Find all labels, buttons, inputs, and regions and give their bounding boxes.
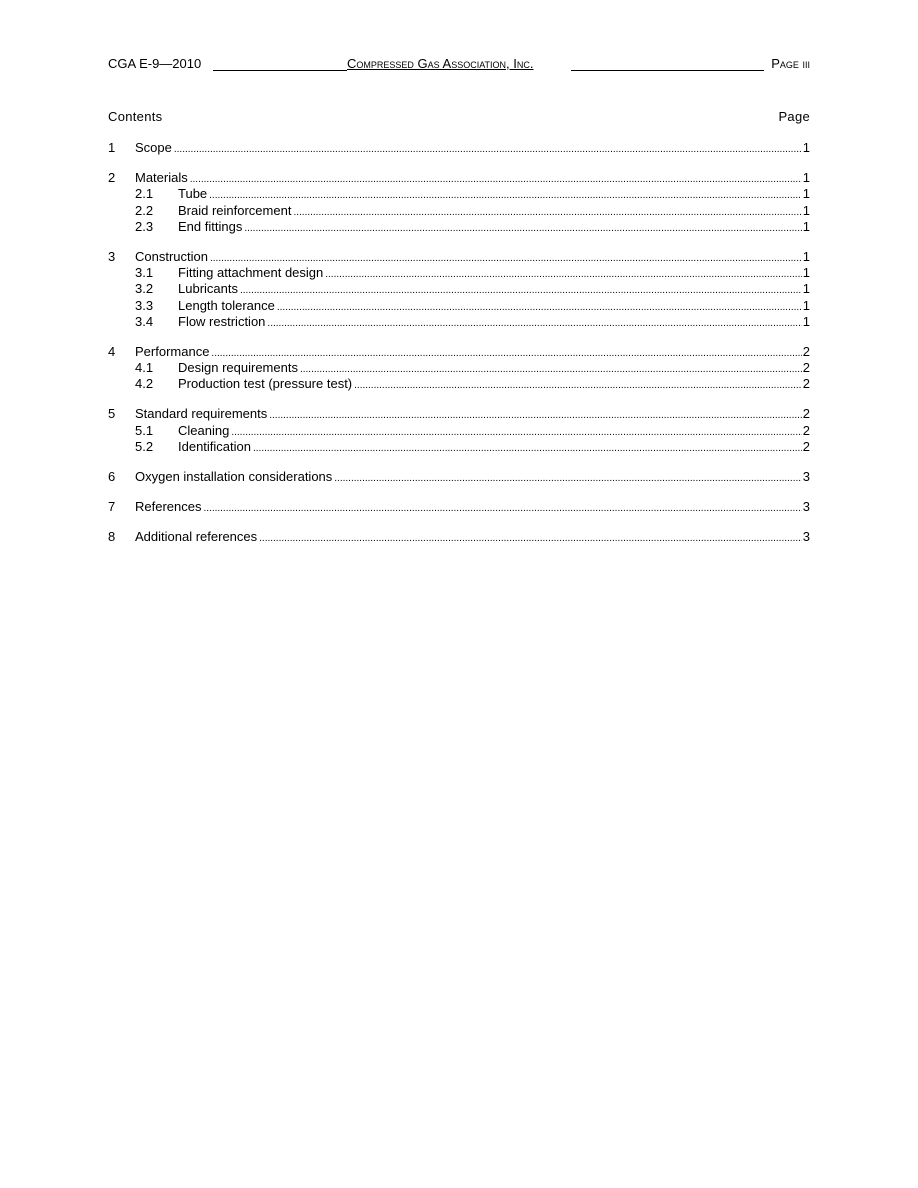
contents-title: Contents [108,109,163,124]
toc-subentry-number: 5.2 [135,438,154,454]
toc-subentry-page: 1 [802,218,810,234]
toc-subentry[interactable] [108,265,810,281]
toc-subentry-page: 2 [802,360,810,376]
table-of-contents [108,140,810,560]
toc-subentry-number: 3.1 [135,265,154,281]
toc-subentry-title: Cleaning [178,422,230,438]
toc-entry[interactable] [108,170,810,186]
toc-subentry-title: Design requirements [178,360,298,376]
toc-subentry-page: 1 [802,281,810,297]
toc-entry-title: Oxygen installation considerations [135,469,333,484]
dot-leader [354,376,802,394]
toc-entry-title: References [135,499,202,515]
toc-subentry[interactable] [108,186,810,202]
toc-subentry-number: 3.4 [135,313,154,329]
toc-subentry[interactable] [108,423,810,439]
toc-entry-title: Additional references [135,529,258,545]
toc-subentry-title: End fittings [178,218,243,234]
toc-subentry-title: Tube [178,186,208,202]
toc-entry[interactable] [108,249,810,265]
toc-subentry-number: 5.1 [135,422,154,438]
toc-entry-title: Scope [135,140,172,155]
toc-section [108,140,810,156]
toc-entry-number: 6 [108,469,116,484]
toc-subentry-title: Production test (pressure test) [178,376,353,392]
toc-subentry-page: 2 [802,438,810,454]
toc-entry-number: 4 [108,343,116,359]
toc-subentry-title: Flow restriction [178,313,266,329]
toc-section [108,406,810,455]
toc-entry-page: 1 [802,170,810,186]
toc-entry-page: 3 [802,499,810,515]
toc-section [108,469,810,485]
toc-subentry[interactable] [108,376,810,392]
header-page-number: Page iii [771,56,810,71]
toc-subentry[interactable] [108,203,810,219]
toc-entry[interactable] [108,469,810,485]
toc-entry-number: 5 [108,406,116,422]
contents-heading-row [108,109,810,125]
toc-entry-number: 3 [108,248,116,264]
dot-leader [244,219,801,237]
toc-subentry[interactable] [108,439,810,455]
toc-subentry-number: 4.2 [135,376,154,392]
toc-entry-page: 3 [802,469,810,484]
page-header [108,56,810,72]
toc-entry-page: 2 [802,406,810,422]
toc-subentry-title: Lubricants [178,281,238,297]
toc-subentry-page: 1 [802,186,810,202]
toc-subentry[interactable] [108,281,810,297]
toc-subentry-number: 3.3 [135,297,154,313]
toc-subentry[interactable] [108,314,810,330]
toc-subentry-number: 4.1 [135,360,154,376]
toc-entry-number: 1 [108,140,116,155]
toc-entry-page: 1 [802,248,810,264]
toc-entry-number: 8 [108,529,116,545]
toc-entry-page: 2 [802,343,810,359]
toc-entry-title: Materials [135,170,188,186]
toc-subentry-page: 2 [802,422,810,438]
dot-leader [334,469,801,487]
header-organization-text: Compressed Gas Association, Inc. [347,56,534,71]
toc-subentry-number: 2.3 [135,218,154,234]
toc-subentry-page: 1 [802,265,810,281]
toc-subentry-number: 2.2 [135,202,154,218]
toc-entry-number: 2 [108,170,116,186]
toc-entry[interactable] [108,344,810,360]
toc-subentry-number: 2.1 [135,186,154,202]
header-rule-left [213,70,347,71]
header-organization [347,56,533,72]
toc-entry-page: 3 [802,529,810,545]
dot-leader [253,439,802,457]
toc-entry-page: 1 [802,140,810,155]
toc-section [108,249,810,330]
dot-leader [203,499,801,517]
toc-subentry-page: 1 [802,313,810,329]
dot-leader [259,529,802,547]
page-column-label: Page [778,109,810,124]
toc-subentry-title: Length tolerance [178,297,275,313]
toc-entry[interactable] [108,140,810,156]
toc-entry-title: Standard requirements [135,406,268,422]
toc-entry-title: Performance [135,343,210,359]
toc-subentry-number: 3.2 [135,281,154,297]
toc-entry-title: Construction [135,248,208,264]
toc-section [108,529,810,545]
header-document-id: CGA E-9—2010 [108,56,202,71]
dot-leader [174,140,802,158]
toc-entry[interactable] [108,406,810,422]
toc-entry-number: 7 [108,499,116,515]
toc-subentry-title: Fitting attachment design [178,265,324,281]
header-rule-right [571,70,764,71]
dot-leader [267,314,801,332]
toc-subentry[interactable] [108,360,810,376]
toc-entry[interactable] [108,499,810,515]
toc-section [108,170,810,235]
toc-subentry[interactable] [108,219,810,235]
toc-section [108,499,810,515]
toc-subentry-page: 1 [802,202,810,218]
toc-subentry-page: 1 [802,297,810,313]
toc-subentry-page: 2 [802,376,810,392]
toc-subentry[interactable] [108,298,810,314]
toc-subentry-title: Identification [178,438,251,454]
toc-section [108,344,810,393]
toc-entry[interactable] [108,529,810,545]
toc-subentry-title: Braid reinforcement [178,202,292,218]
